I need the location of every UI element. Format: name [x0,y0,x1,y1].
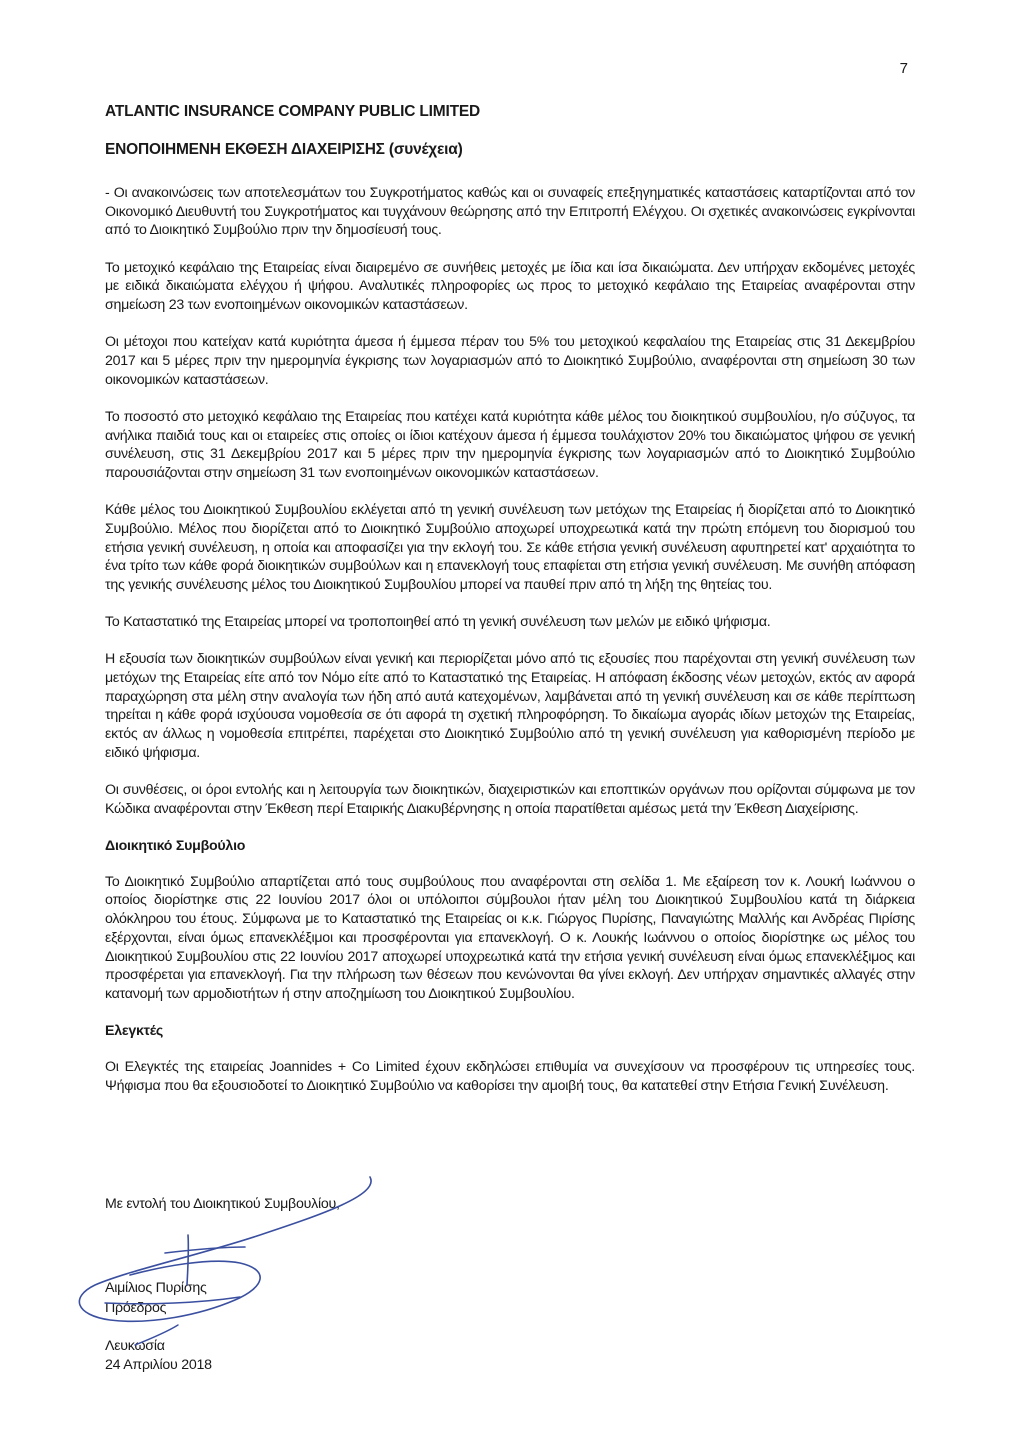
document-header [105,103,915,159]
paragraph-director-holdings: Το ποσοστό στο μετοχικό κεφάλαιο της Εταιρείας που κατέχει κατά κυριότητα κάθε μέλος του διοικητικού συμβουλίου, η/ο σύζυγος, τα ανήλικα παιδιά τους και οι εταιρείες στις οποίες οι ίδιοι κατέχουν άμεσα ή έμμεσα τουλάχιστον 20% του δικαιώματος ψήφου σε γενική συνέλευση, στις 31 Δεκεμβρίου 2017 και 5 μέρες πριν την ημερομηνία έγκρισης των λογαριασμών από το Διοικητικό Συμβούλιο παρουσιάζονται στην σημείωση 31 των ενοποιημένων οικονομικών καταστάσεων. [105,408,915,481]
report-title: ΕΝΟΠΟΙΗΜΕΝΗ ΕΚΘΕΣΗ ΔΙΑΧΕΙΡΙΣΗΣ (συνέχεια) [105,141,463,158]
auditors-section-heading: Ελεγκτές [105,1023,163,1040]
paragraph-major-shareholders: Οι μέτοχοι που κατείχαν κατά κυριότητα άμεσα ή έμμεσα πέραν του 5% του μετοχικού κεφαλαίου της Εταιρείας στις 31 Δεκεμβρίου 2017 και 5 μέρες πριν την ημερομηνία έγκρισης των λογαριασμών από το Διοικητικό Συμβούλιο, αναφέρονται στη σημείωση 30 των οικονομικών καταστάσεων. [105,334,915,388]
document-body [105,184,915,1114]
auditors-section-text: Οι Ελεγκτές της εταιρείας Joannides + Co Limited έχουν εκδηλώσει επιθυμία να συνεχίσουν να προσφέρουν τις υπηρεσίες τους. Ψήφισμα που θα εξουσιοδοτεί το Διοικητικό Συμβούλιο να καθορίσει την αμοιβή τους, θα κατατεθεί στην Ετήσια Γενική Συνέλευση. [105,1058,915,1094]
closing-block [105,1195,340,1214]
paragraph-share-capital: Το μετοχικό κεφάλαιο της Εταιρείας είναι διαιρεμένο σε συνήθεις μετοχές με ίδια και ίσα δικαιώματα. Δεν υπήρχαν εκδομένες μετοχές με ειδικά δικαιώματα ελέγχου ή ψήφου. Αναλυτικές πληροφορίες ως προς το μετοχικό κεφάλαιο της Εταιρείας αναφέρονται στην σημείωση 23 των ενοποιημένων οικονομικών καταστάσεων. [105,259,915,314]
paragraph-board-election: Κάθε μέλος του Διοικητικού Συμβουλίου εκλέγεται από τη γενική συνέλευση των μετόχων της Εταιρείας ή διορίζεται από το Διοικητικό Συμβούλιο. Μέλος που διορίζεται από το Διοικητικό Συμβούλιο αποχωρεί υποχρεωτικά κατά την πρώτη επόμενη του διορισμού του ετήσια γενική συνέλευση, η οποία και αποφασίζει για την εκλογή του. Σε κάθε ετήσια γενική συνέλευση αφυπηρετεί κατ' αρχαιότητα το ένα τρίτο των κάθε φορά διοικητικών συμβούλων και η επανεκλογή τους επαφίεται στη ετήσια γενική συνέλευση. Με συνήθη απόφαση της γενικής συνέλευσης μέλος του Διοικητικού Συμβουλίου μπορεί να παυθεί πριν από τη λήξη της θητείας του. [105,502,915,593]
signer-title: Πρόεδρος [105,1300,167,1316]
paragraph-board-powers: Η εξουσία των διοικητικών συμβούλων είναι γενική και περιορίζεται μόνο από τις εξουσίες που παρέχονται στη γενική συνέλευση των μετόχων της Εταιρείας είτε από τον Νόμο είτε από το Καταστατικό της Εταιρείας. Η απόφαση έκδοσης νέων μετοχών, εκτός αν αφορά παραχώρηση στα μέλη στην αναλογία των ήδη από αυτά κατεχομένων, λαμβάνεται από τη γενική συνέλευση και σε κάθε περίπτωση τηρείται η κάθε φορά ισχύουσα νομοθεσία σε ότι αφορά τη σχετική πληροφόρηση. Το δικαίωμα αγοράς ιδίων μετοχών της Εταιρείας, εκτός αν άλλως η νομοθεσία επιτρέπει, παρέχεται στο Διοικητικό Συμβούλιο από τη γενική συνέλευση για καθορισμένη περίοδο με ειδικό ψήφισμα. [105,651,915,761]
signing-place: Λευκωσία [105,1338,165,1354]
page-number: 7 [899,60,908,77]
board-section-heading: Διοικητικό Συμβούλιο [105,837,246,854]
company-name: ATLANTIC INSURANCE COMPANY PUBLIC LIMITED [105,103,480,120]
signer-name: Αιμίλιος Πυρίσης [105,1280,207,1296]
paragraph-announcements: - Οι ανακοινώσεις των αποτελεσμάτων του Συγκροτήματος καθώς και οι συναφείς επεξηγηματικές καταστάσεις καταρτίζονται από τον Οικονομικό Διευθυντή του Συγκροτήματος και τυγχάνουν θεώρησης από την Επιτροπή Ελέγχου. Οι σχετικές ανακοινώσεις εγκρίνονται από το Διοικητικό Συμβούλιο πριν την δημοσίευσή τους. [105,185,915,239]
paragraph-articles-amendment: Το Καταστατικό της Εταιρείας μπορεί να τροποποιηθεί από τη γενική συνέλευση των μελών με ειδικό ψήφισμα. [105,614,771,631]
signature-cross-stroke [165,1235,245,1285]
board-mandate-line: Με εντολή του Διοικητικού Συμβουλίου, [105,1196,340,1212]
paragraph-governance-code: Οι συνθέσεις, οι όροι εντολής και η λειτουργία των διοικητικών, διαχειριστικών και εποπτικών οργάνων που ορίζονται σύμφωνα με τον Κώδικα αναφέρονται στην Έκθεση περί Εταιρικής Διακυβέρνησης η οποία παρατίθεται αμέσως μετά την Έκθεση Διαχείρισης. [105,782,915,817]
board-section-text: Το Διοικητικό Συμβούλιο απαρτίζεται από τους συμβούλους που αναφέρονται στη σελίδα 1. Με εξαίρεση τον κ. Λουκή Ιωάννου ο οποίος διορίστηκε στις 22 Ιουνίου 2017 όλοι οι υπόλοιποι σύμβουλοι ήταν μέλη του Διοικητικού Συμβουλίου κατά τη διάρκεια ολόκληρου του έτους. Σύμφωνα με το Καταστατικό της Εταιρείας οι κ.κ. Γιώργος Πυρίσης, Παναγιώτης Μαλλής και Ανδρέας Πιρίσης εξέρχονται, είναι όμως επανεκλέξιμοι και προσφέρονται για επανεκλογή. Ο κ. Λουκής Ιωάννου ο οποίος διορίστηκε ως μέλος του Διοικητικού Συμβουλίου στις 22 Ιουνίου 2017 αποχωρεί υποχρεωτικά κατά την ετήσια γενική συνέλευση είναι όμως επανεκλέξιμος και προσφέρεται για επανεκλογή. Για την πλήρωση των θέσεων που κενώνονται θα γίνει εκλογή. Δεν υπήρχαν σημαντικές αλλαγές στην κατανομή των αρμοδιοτήτων ή στην αποζημίωση του Διοικητικού Συμβουλίου. [105,873,915,1002]
signing-date: 24 Απριλίου 2018 [105,1357,212,1373]
